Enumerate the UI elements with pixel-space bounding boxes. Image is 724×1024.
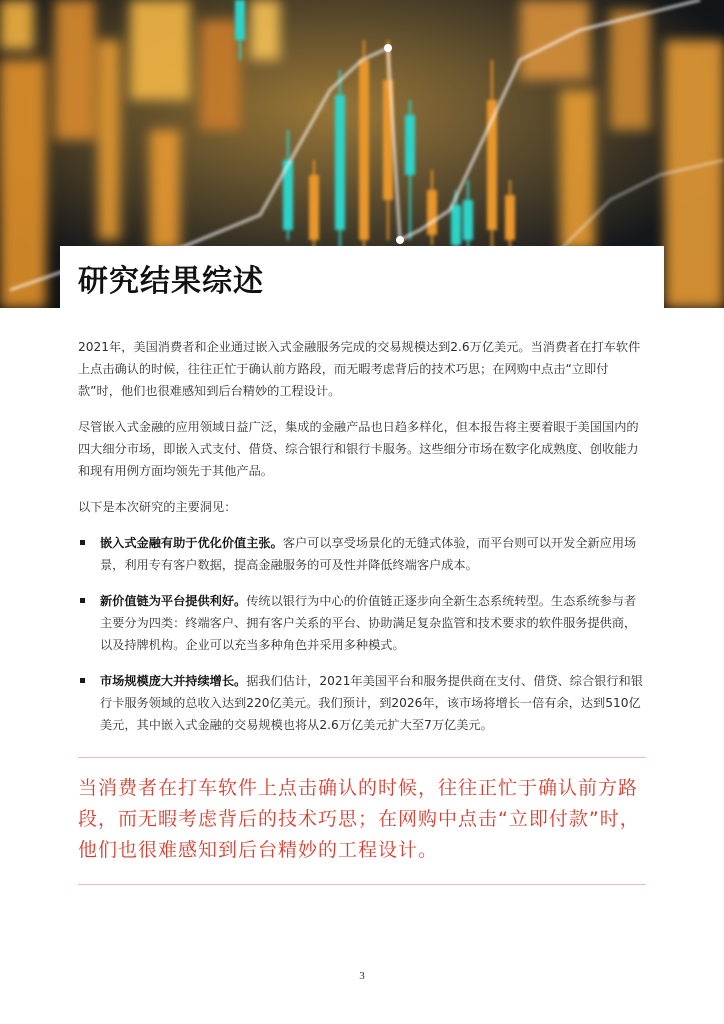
bullet-lead: 市场规模庞大并持续增长。: [100, 674, 247, 688]
bullet-square-icon: [80, 598, 85, 603]
bullet-lead: 嵌入式金融有助于优化价值主张。: [100, 536, 283, 550]
bullet-text: 传统以银行为中心的价值链正逐步向全新生态系统转型。生态系统参与者主要分为四类：终端客户、拥有客户关系的平台、协助满足复杂监管和技术要求的软件服务提供商，以及持牌机构。企业可以充当多种角色并采用多种模式。: [100, 594, 637, 652]
intro-paragraph-2: 尽管嵌入式金融的应用领域日益广泛，集成的金融产品也日趋多样化，但本报告将主要着眼于美国国内的四大细分市场，即嵌入式支付、借贷、综合银行和银行卡服务。这些细分市场在数字化成熟度、创收能力和现有用例方面均领先于其他产品。: [78, 420, 639, 478]
list-item: [78, 532, 648, 576]
bullet-square-icon: [80, 678, 85, 683]
quote-bottom-divider: [78, 884, 646, 885]
body-content: [78, 336, 648, 750]
pull-quote: 当消费者在打车软件上点击确认的时候，往往正忙于确认前方路段，而无暇考虑背后的技术巧思；在网购中点击“立即付款”时，他们也很难感知到后台精妙的工程设计。: [78, 777, 640, 861]
list-item: [78, 590, 648, 656]
bullet-square-icon: [80, 540, 85, 545]
page-title: 研究结果综述: [78, 264, 264, 299]
insights-intro: 以下是本次研究的主要洞见：: [78, 500, 237, 514]
page-number: 3: [359, 970, 365, 982]
quote-top-divider: [78, 757, 646, 758]
bullet-text: 据我们估计，2021年美国平台和服务提供商在支付、借贷、综合银行和银行卡服务领域的总收入达到220亿美元。我们预计，到2026年，该市场将增长一倍有余，达到510亿美元，其中嵌入式金融的交易规模也将从2.6万亿美元扩大至7万亿美元。: [100, 674, 643, 732]
intro-paragraph-1: 2021年，美国消费者和企业通过嵌入式金融服务完成的交易规模达到2.6万亿美元。当消费者在打车软件上点击确认的时候，往往正忙于确认前方路段，而无暇考虑背后的技术巧思；在网购中点击“立即付款”时，他们也很难感知到后台精妙的工程设计。: [78, 340, 641, 398]
bullet-text: 客户可以享受场景化的无缝式体验，而平台则可以开发全新应用场景，利用专有客户数据，提高金融服务的可及性并降低终端客户成本。: [100, 536, 637, 572]
title-box: [60, 246, 664, 308]
bullet-lead: 新价值链为平台提供利好。: [100, 594, 247, 608]
list-item: [78, 670, 648, 736]
insights-list: [78, 532, 648, 736]
